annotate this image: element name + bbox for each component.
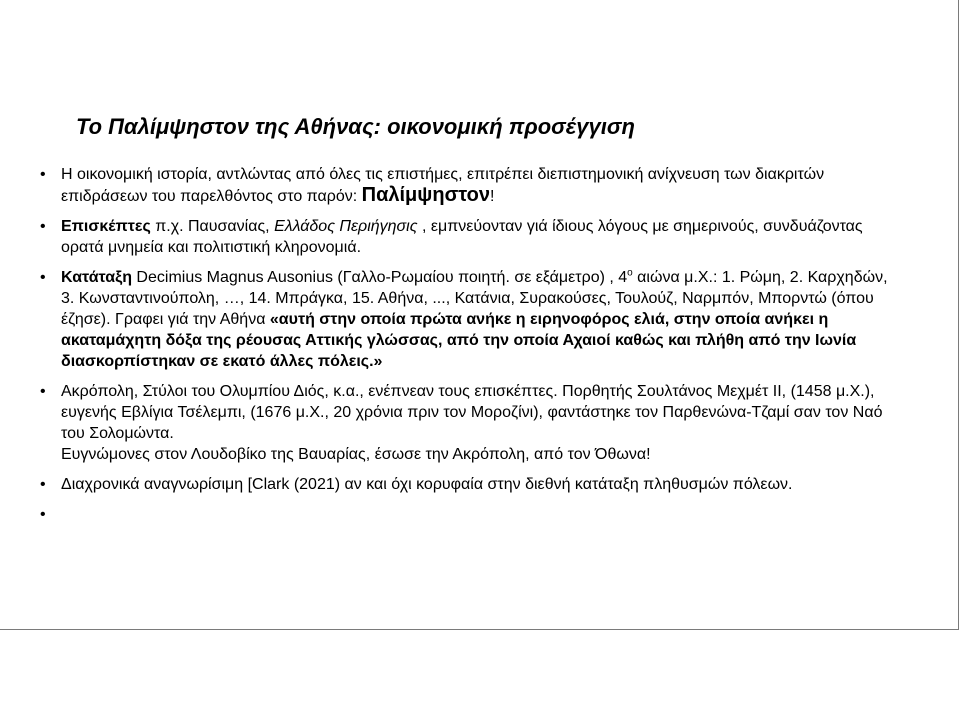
bullet-item-acropolis (40, 381, 895, 465)
bullet-superscript: ο (627, 267, 633, 279)
bullet-text: Ακρόπολη, Στύλοι του Ολυμπίου Διός, κ.α., ενέπνεαν τους επισκέπτες. Πορθητής Σουλτάνος Μεχμέτ ΙΙ, (1458 μ.Χ.), ευγενής Εβλίγια Τσέλεμπι, (1676 μ.Χ., 20 χρόνια πριν τον Μοροζίνι), φαντάστηκε τον Παρθενώνα-Τζαμί σαν τον Ναό του Σολομώντα. (61, 383, 883, 442)
bullet-heading: Κατάταξη (61, 269, 132, 286)
bullet-text-cont: , εμπνεύονταν γιά ίδιους λόγους με σημερινούς, συνδυάζοντας ορατά μνημεία και πολιτιστική κληρονομιά. (61, 218, 863, 256)
bullet-book-title: Ελλάδος Περιήγησις (274, 218, 418, 235)
bullet-item-ranking (40, 267, 895, 372)
bullet-text-cont: αιώνα μ.Χ.: 1. Ρώμη, 2. Καρχηδών, 3. Κωνσταντινούπολη, …, 14. Μπράγκα, 15. Αθήνα, ..., Κατάνια, Συρακούσες, Τουλούζ, Ναρμπόν, Μπορντώ (όπου έζησε). Γραφει γιά την Αθήνα (61, 269, 888, 328)
bullet-text-end: ! (489, 188, 495, 205)
bullet-item-recognizable (40, 474, 895, 495)
bullet-text-line-2: Ευγνώμονες στον Λουδοβίκο της Βαυαρίας, έσωσε την Ακρόπολη, από τον Όθωνα! (61, 446, 651, 463)
bullet-list (40, 164, 895, 534)
bullet-item-economic-history (40, 164, 895, 207)
bullet-text: Διαχρονικά αναγνωρίσιμη [Clark (2021) αν και όχι κορυφαία στην διεθνή κατάταξη πληθυσμών πόλεων. (61, 476, 793, 493)
bullet-text: Decimius Magnus Ausonius (Γαλλο-Ρωμαίου ποιητή. σε εξάμετρο) , 4 (131, 269, 628, 286)
bullet-heading: Επισκέπτες (61, 218, 151, 235)
bullet-emphasis: Παλίμψηστον (361, 184, 490, 206)
bullet-quote: «αυτή στην οποία πρώτα ανήκε η ειρηνοφόρος ελιά, στην οποία ανήκει η ακαταμάχητη δόξα της ρέουσας Αττικής γλώσσας, από την οποία Αχαιοί καθώς και πλήθη από την Ιωνία διασκορπίστηκαν σε εκατό άλλες πόλεις.» (61, 311, 857, 370)
bullet-text: Η οικονομική ιστορία, αντλώντας από όλες τις επιστήμες, επιτρέπει διεπιστημονική ανίχνευση των διακριτών επιδράσεων του παρελθόντος στο παρόν: (61, 166, 825, 205)
bullet-item-visitors (40, 216, 895, 258)
slide-title: Το Παλίμψηστον της Αθήνας: οικονομική προσέγγιση (76, 114, 635, 139)
bullet-text: π.χ. Παυσανίας, (150, 218, 275, 235)
bullet-item-empty (40, 504, 895, 525)
